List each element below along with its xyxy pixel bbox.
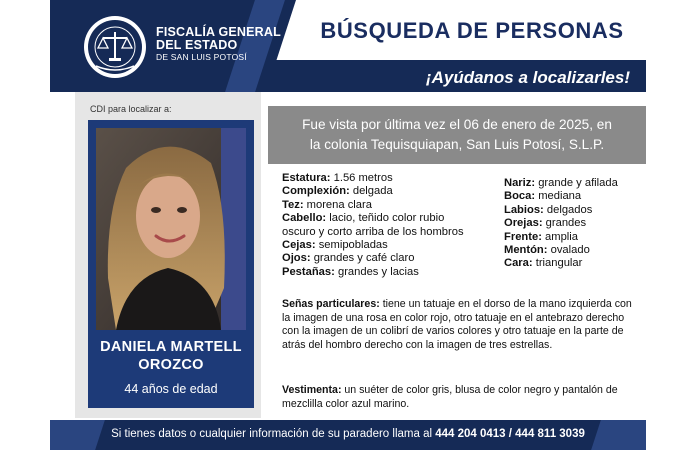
trait-label: Orejas: [504,217,543,230]
contact-info [50,428,646,440]
footer-banner [50,420,646,450]
trait-value: amplia [541,230,578,243]
trait-row [504,231,644,244]
clothing-label: Vestimenta: [282,384,342,396]
last-seen-line-1: Fue vista por última vez el 06 de enero de 2025, en [302,117,612,132]
trait-value: grandes [542,217,587,230]
trait-value: semipobladas [315,239,388,252]
trait-label: Labios: [504,203,544,216]
org-line-1: FISCALÍA GENERAL [156,25,281,39]
person-photo [96,128,246,330]
trait-row [282,199,502,212]
contact-text: Si tienes datos o cualquier información de su paradero llama al [111,428,436,440]
trait-label: Tez: [282,198,304,211]
trait-row [282,185,502,198]
trait-row [504,217,644,230]
person-name-line-2: OROZCO [138,357,204,373]
trait-label: Complexión: [282,185,350,198]
particular-marks-text: tiene un tatuaje en el dorso de la mano izquierda con la imagen de una rosa en color rojo, otro tatuaje en el antebrazo derecho con la imagen de un colibrí de varios colores y otro tatuaje en la parte de atrás del hombro derecho con la imagen de tres estrellas. [282,298,632,351]
particular-marks [282,298,634,352]
trait-row [282,252,502,265]
person-name-line-1: DANIELA MARTELL [100,339,242,355]
trait-row [282,172,502,185]
trait-label: Pestañas: [282,265,335,278]
trait-label: Nariz: [504,177,536,189]
scales-of-justice-seal-icon [82,14,148,80]
trait-value: grandes y lacias [334,265,419,278]
trait-row [504,177,644,190]
trait-label: Ojos: [282,252,311,265]
trait-value: mediana [535,190,582,203]
trait-row [504,190,644,203]
page-title: BÚSQUEDA DE PERSONAS [320,18,624,43]
particular-marks-label: Señas particulares: [282,298,380,310]
trait-value: morena clara [303,198,372,211]
trait-label: Cejas: [282,239,316,252]
traits-left-column [282,172,502,279]
trait-value: 1.56 metros [330,172,393,184]
trait-value: delgada [349,185,393,198]
trait-label: Boca: [504,190,536,203]
person-age: 44 años de edad [124,382,218,396]
trait-value: triangular [532,257,583,270]
organization-name [156,26,281,63]
org-line-3: DE SAN LUIS POTOSÍ [156,52,247,62]
trait-label: Frente: [504,230,542,243]
person-name [88,338,254,374]
trait-label: Cabello: [282,212,327,225]
trait-label: Mentón: [504,244,548,257]
trait-row [504,257,644,270]
clothing-text: un suéter de color gris, blusa de color negro y pantalón de mezclilla color azul marino. [282,384,618,410]
trait-value: grandes y café claro [310,252,415,265]
traits-right-column [504,177,644,271]
clothing [282,384,634,411]
slogan: ¡Ayúdanos a localizarles! [425,68,630,87]
trait-row [504,204,644,217]
org-line-2: DEL ESTADO [156,38,238,52]
trait-label: Estatura: [282,172,331,184]
trait-label: Cara: [504,257,533,270]
trait-value: delgados [543,203,593,216]
trait-row [282,212,502,225]
last-seen-line-2: la colonia Tequisquiapan, San Luis Potosí, S.L.P. [309,137,605,152]
trait-row [282,239,502,252]
trait-value: lacio, teñido color rubio [326,212,445,225]
last-seen-box [268,106,646,164]
trait-value: grande y afilada [535,177,618,189]
trait-row [282,266,502,279]
trait-row [504,244,644,257]
trait-value: ovalado [547,244,590,257]
trait-value: oscuro y corto arriba de los hombros [282,225,464,238]
trait-row [282,226,502,239]
phone-numbers[interactable]: 444 204 0413 / 444 811 3039 [435,428,585,440]
header-banner [50,0,646,92]
cdi-label: CDI para localizar a: [90,104,172,114]
